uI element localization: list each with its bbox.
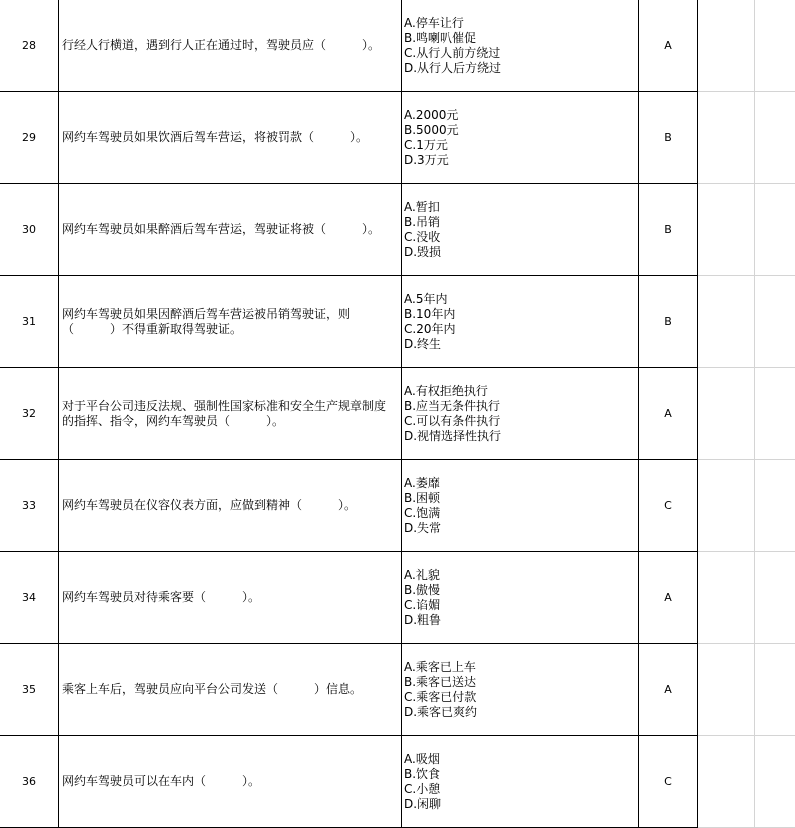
question-cell[interactable] [59, 184, 402, 276]
table-row [0, 552, 795, 644]
options-cell[interactable] [402, 368, 639, 460]
empty-cell[interactable] [755, 460, 795, 552]
empty-cell[interactable] [755, 0, 795, 92]
option-c: C.饱满 [404, 505, 441, 520]
empty-cell[interactable] [698, 92, 755, 184]
question-number-cell[interactable] [0, 0, 59, 92]
option-b: B.困顿 [404, 490, 441, 505]
option-d: D.毁损 [404, 244, 442, 259]
question-cell[interactable] [59, 644, 402, 736]
answer-value: A [664, 683, 672, 696]
question-number: 32 [22, 407, 36, 420]
empty-cell[interactable] [698, 276, 755, 368]
question-text: 对于平台公司违反法规、强制性国家标准和安全生产规章制度的指挥、指令，网约车驾驶员（ ）。 [62, 398, 387, 428]
option-a: A.5年内 [404, 291, 448, 306]
question-number-cell[interactable] [0, 276, 59, 368]
empty-cell[interactable] [755, 644, 795, 736]
empty-cell[interactable] [698, 368, 755, 460]
options-cell[interactable] [402, 552, 639, 644]
option-a: A.暂扣 [404, 199, 440, 214]
option-c: C.乘客已付款 [404, 689, 477, 704]
question-cell[interactable] [59, 552, 402, 644]
option-a: A.停车让行 [404, 15, 464, 30]
option-c: C.小憩 [404, 781, 441, 796]
question-cell[interactable] [59, 92, 402, 184]
answer-value: B [664, 315, 672, 328]
option-a: A.吸烟 [404, 751, 440, 766]
answer-value: A [664, 407, 672, 420]
answer-value: A [664, 39, 672, 52]
empty-cell[interactable] [755, 552, 795, 644]
question-number: 33 [22, 499, 36, 512]
option-c: C.没收 [404, 229, 441, 244]
question-number: 35 [22, 683, 36, 696]
option-a: A.乘客已上车 [404, 659, 476, 674]
empty-cell[interactable] [755, 368, 795, 460]
option-d: D.闲聊 [404, 796, 442, 811]
options-cell[interactable] [402, 736, 639, 828]
option-b: B.吊销 [404, 214, 441, 229]
question-number-cell[interactable] [0, 552, 59, 644]
options-cell[interactable] [402, 184, 639, 276]
option-d: D.粗鲁 [404, 612, 442, 627]
question-number-cell[interactable] [0, 368, 59, 460]
empty-cell[interactable] [698, 0, 755, 92]
question-cell[interactable] [59, 736, 402, 828]
option-d: D.从行人后方绕过 [404, 60, 502, 75]
answer-value: B [664, 223, 672, 236]
answer-cell[interactable] [639, 0, 698, 92]
option-b: B.乘客已送达 [404, 674, 477, 689]
option-d: D.乘客已爽约 [404, 704, 478, 719]
question-number-cell[interactable] [0, 184, 59, 276]
question-text: 网约车驾驶员可以在车内（ ）。 [62, 774, 261, 788]
question-number-cell[interactable] [0, 644, 59, 736]
options-cell[interactable] [402, 644, 639, 736]
option-c: C.可以有条件执行 [404, 413, 501, 428]
options-cell[interactable] [402, 276, 639, 368]
question-text: 网约车驾驶员如果因醉酒后驾车营运被吊销驾驶证，则（ ）不得重新取得驾驶证。 [62, 306, 351, 336]
empty-cell[interactable] [698, 460, 755, 552]
question-number-cell[interactable] [0, 460, 59, 552]
question-number: 29 [22, 131, 36, 144]
option-c: C.20年内 [404, 321, 456, 336]
option-c: C.谄媚 [404, 597, 441, 612]
answer-cell[interactable] [639, 276, 698, 368]
question-number: 28 [22, 39, 36, 52]
question-cell[interactable] [59, 276, 402, 368]
question-number: 31 [22, 315, 36, 328]
question-number: 36 [22, 775, 36, 788]
question-text: 网约车驾驶员如果饮酒后驾车营运，将被罚款（ ）。 [62, 130, 369, 144]
option-c: C.1万元 [404, 137, 448, 152]
answer-cell[interactable] [639, 736, 698, 828]
question-cell[interactable] [59, 460, 402, 552]
table-row [0, 276, 795, 368]
table-row [0, 184, 795, 276]
empty-cell[interactable] [755, 276, 795, 368]
empty-cell[interactable] [755, 92, 795, 184]
question-text: 乘客上车后，驾驶员应向平台公司发送（ ）信息。 [62, 682, 363, 696]
empty-cell[interactable] [698, 644, 755, 736]
option-b: B.饮食 [404, 766, 441, 781]
option-c: C.从行人前方绕过 [404, 45, 501, 60]
empty-cell[interactable] [755, 184, 795, 276]
table-row [0, 92, 795, 184]
option-a: A.礼貌 [404, 567, 440, 582]
option-b: B.鸣喇叭催促 [404, 30, 477, 45]
empty-cell[interactable] [755, 736, 795, 828]
empty-cell[interactable] [698, 552, 755, 644]
answer-value: C [664, 775, 672, 788]
table-row [0, 736, 795, 828]
option-b: B.10年内 [404, 306, 456, 321]
table-row [0, 368, 795, 460]
question-number: 30 [22, 223, 36, 236]
answer-value: C [664, 499, 672, 512]
empty-cell[interactable] [698, 736, 755, 828]
option-d: D.终生 [404, 336, 442, 351]
option-b: B.应当无条件执行 [404, 398, 501, 413]
question-text: 网约车驾驶员对待乘客要（ ）。 [62, 590, 261, 604]
table-row [0, 644, 795, 736]
question-text: 网约车驾驶员在仪容仪表方面，应做到精神（ ）。 [62, 498, 357, 512]
question-cell[interactable] [59, 0, 402, 92]
table-row [0, 460, 795, 552]
question-number: 34 [22, 591, 36, 604]
answer-cell[interactable] [639, 644, 698, 736]
empty-cell[interactable] [698, 184, 755, 276]
option-a: A.萎靡 [404, 475, 440, 490]
option-b: B.5000元 [404, 122, 459, 137]
table-row [0, 0, 795, 92]
answer-cell[interactable] [639, 552, 698, 644]
option-a: A.2000元 [404, 107, 459, 122]
options-cell[interactable] [402, 460, 639, 552]
option-a: A.有权拒绝执行 [404, 383, 488, 398]
option-d: D.3万元 [404, 152, 449, 167]
options-cell[interactable] [402, 0, 639, 92]
question-text: 行经人行横道，遇到行人正在通过时，驾驶员应（ ）。 [62, 38, 381, 52]
option-b: B.傲慢 [404, 582, 441, 597]
question-cell[interactable] [59, 368, 402, 460]
option-d: D.失常 [404, 520, 442, 535]
answer-cell[interactable] [639, 92, 698, 184]
option-d: D.视情选择性执行 [404, 428, 502, 443]
answer-value: B [664, 131, 672, 144]
answer-cell[interactable] [639, 460, 698, 552]
answer-cell[interactable] [639, 368, 698, 460]
question-number-cell[interactable] [0, 736, 59, 828]
question-number-cell[interactable] [0, 92, 59, 184]
options-cell[interactable] [402, 92, 639, 184]
question-text: 网约车驾驶员如果醉酒后驾车营运，驾驶证将被（ ）。 [62, 222, 381, 236]
answer-value: A [664, 591, 672, 604]
answer-cell[interactable] [639, 184, 698, 276]
